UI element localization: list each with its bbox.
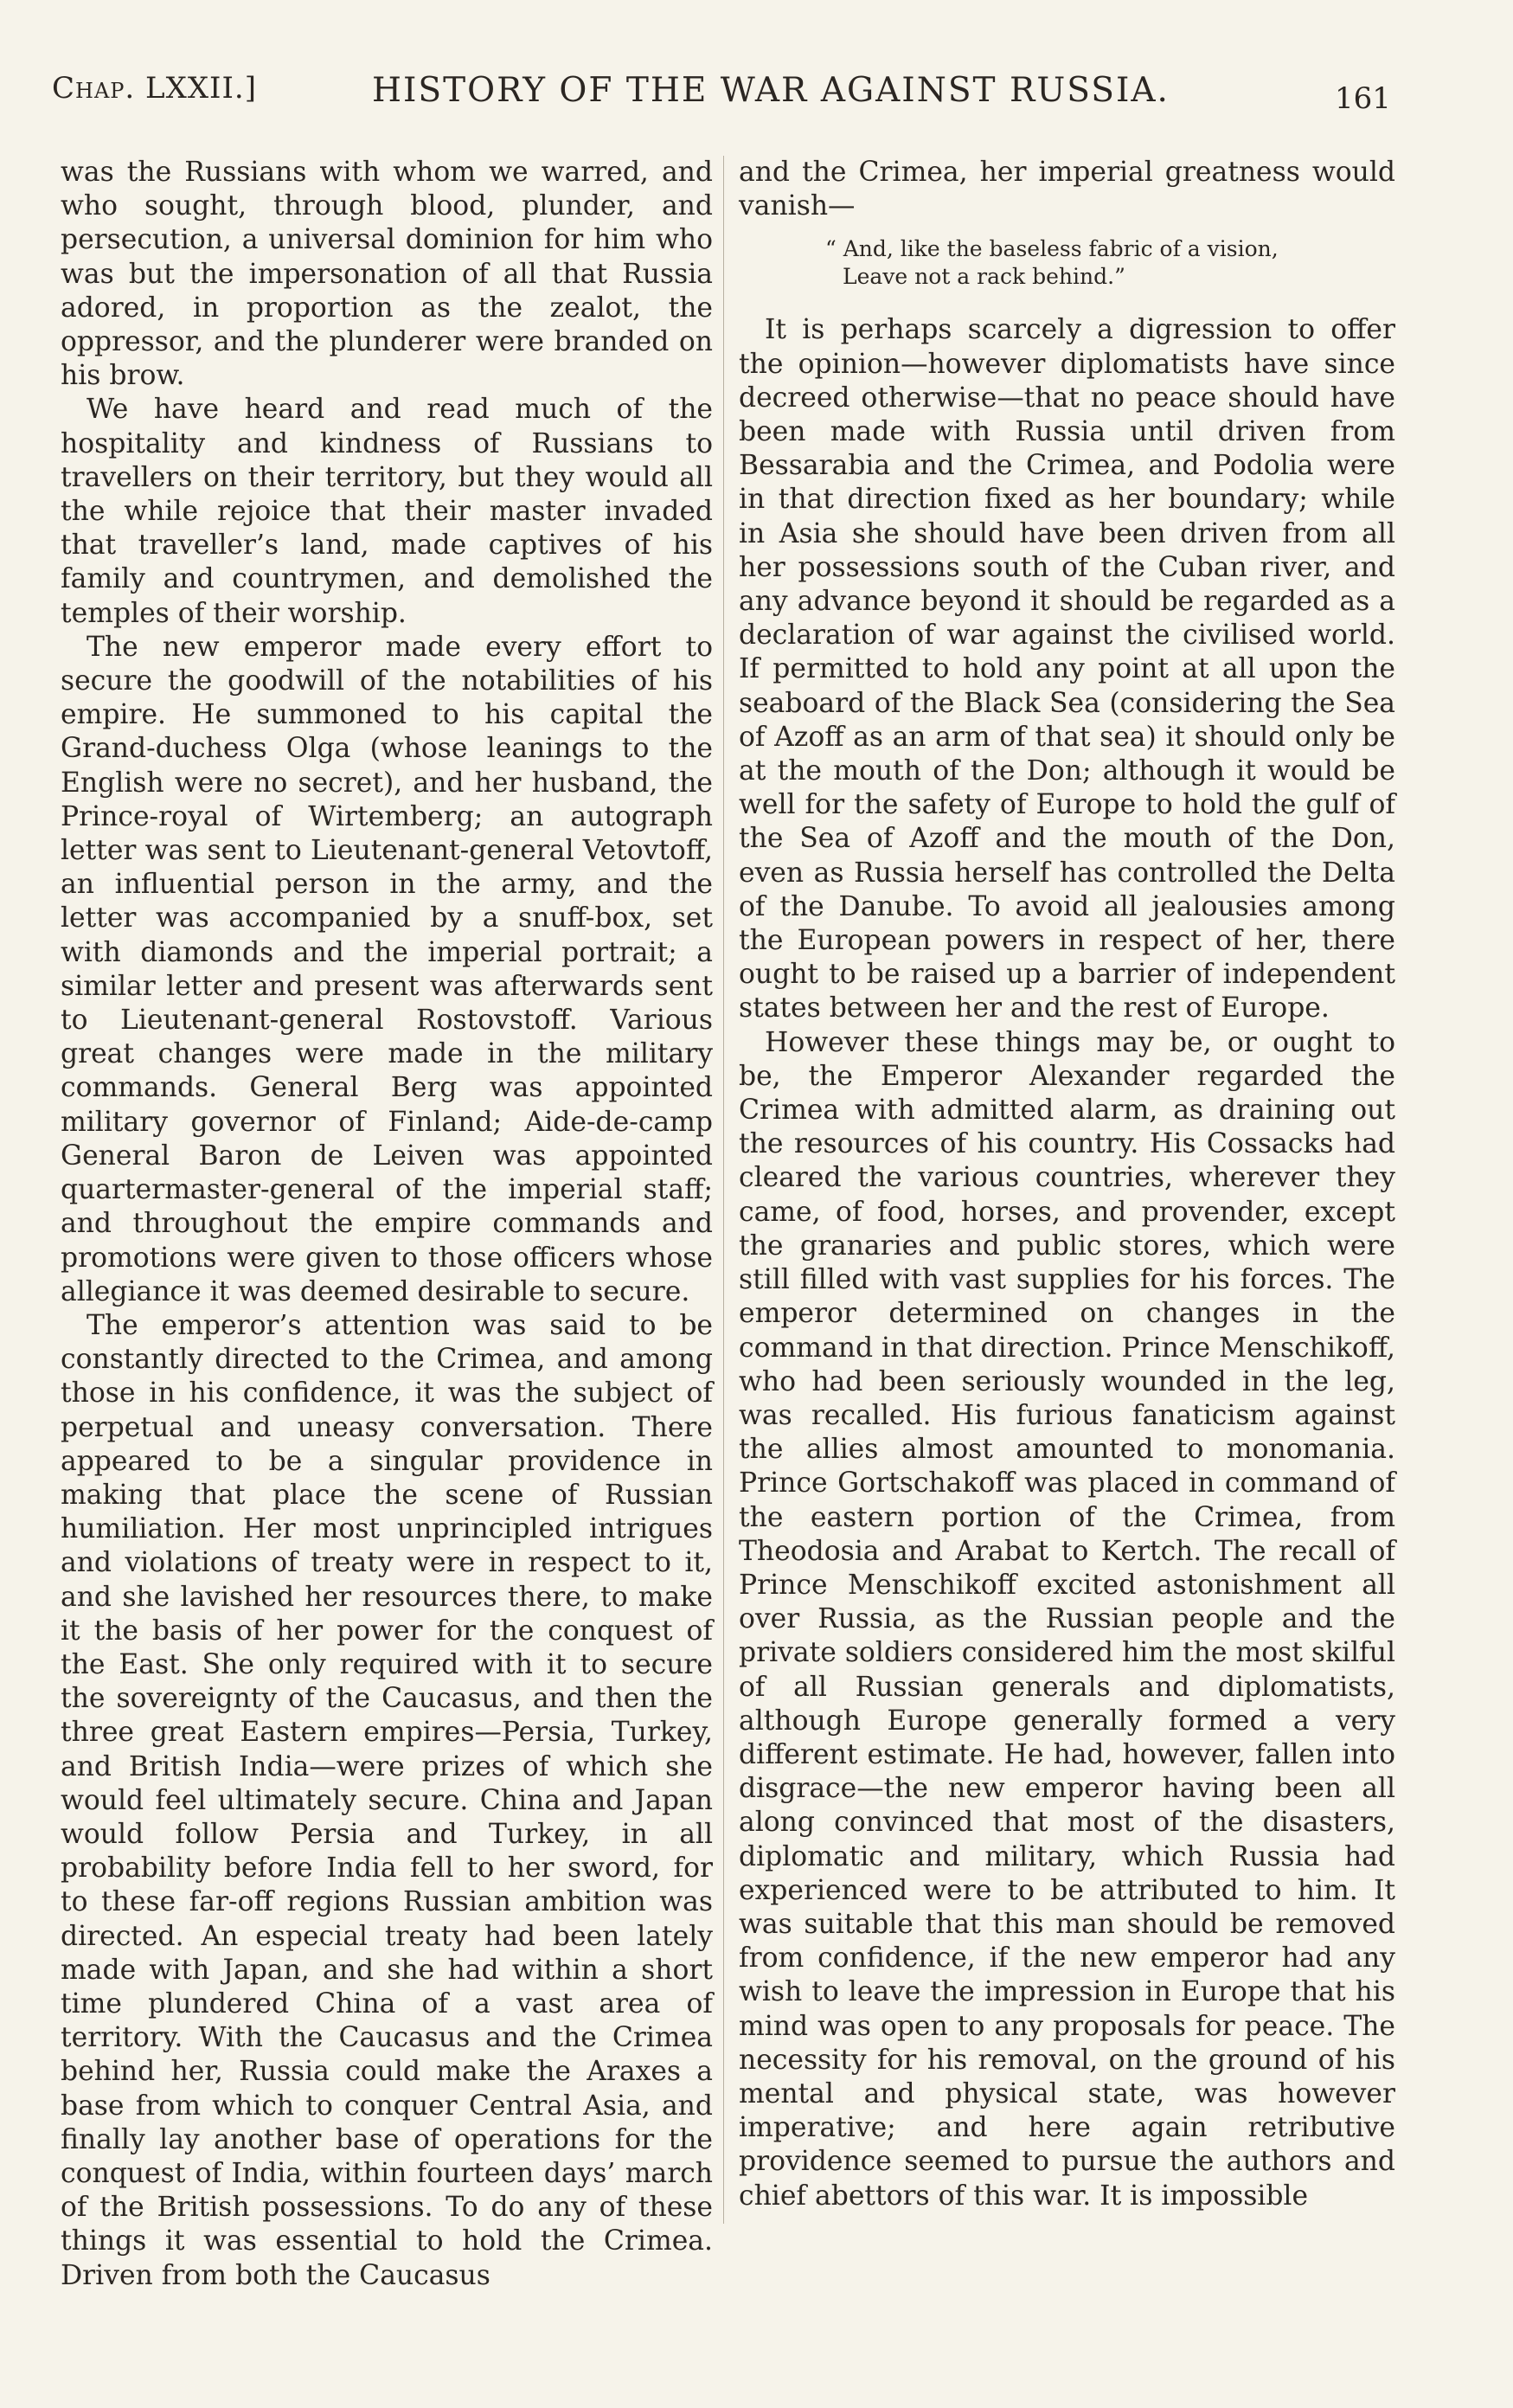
paragraph: We have heard and read much of the hospitality and kindness of Russians to travellers on their territory, but they would all the while rejoice that their master invaded that traveller’s land, made captives of his family and countrymen, and demolished the temples of their worship. [61,394,713,629]
running-title: HISTORY OF THE WAR AGAINST RUSSIA. [372,71,1170,110]
left-column [61,156,713,2293]
paragraph: and the Crimea, her imperial greatness would vanish— [739,157,1395,222]
paragraph: It is perhaps scarcely a digression to offer the opinion—however diplomatists have since decreed otherwise—that no peace should have been made with Russia until driven from Bessarabia and the Crimea, and Podolia were in that direction fixed as her boundary; while in Asia she should have been driven from all her possessions south of the Cuban river, and any advance beyond it should be regarded as a declaration of war against the civilised world. If permitted to hold any point at all upon the seaboard of the Black Sea (considering the Sea of Azoff as an arm of that sea) it should only be at the mouth of the Don; although it would be well for the safety of Europe to hold the gulf of the Sea of Azoff and the mouth of the Don, even as Russia herself has controlled the Delta of the Danube. To avoid all jealousies among the European powers in respect of her, there ought to be raised up a barrier of independent states between her and the rest of Europe. [739,314,1395,1024]
paragraph: The emperor’s attention was said to be constantly directed to the Crimea, and among those in his confidence, it was the subject of perpetual and uneasy conversation. There appeared to be a singular providence in making that place the scene of Russian humiliation. Her most unprincipled intrigues and violations of treaty were in respect to it, and she lavished her resources there, to make it the basis of her power for the conquest of the East. She only required with it to secure the sovereignty of the Caucasus, and then the three great Eastern empires—Persia, Turkey, and British India—were prizes of which she would feel ultimately secure. China and Japan would follow Persia and Turkey, in all probability before India fell to her sword, for to these far-off regions Russian ambition was directed. An especial treaty had been lately made with Japan, and she had within a short time plundered China of a vast area of territory. With the Caucasus and the Crimea behind her, Russia could make the Araxes a base from which to conquer Central Asia, and finally lay another base of operations for the conquest of India, within fourteen days’ march of the British possessions. To do any of these things it was essential to hold the Crimea. Driven from both the Caucasus [61,1309,713,2291]
page-number: 161 [1335,81,1391,116]
quote-line: “ And, like the baseless fabric of a vision, [825,236,1279,262]
verse-quotation [739,235,1395,291]
paragraph: However these things may be, or ought to be, the Emperor Alexander regarded the Crimea with admitted alarm, as draining out the resources of his country. His Cossacks had cleared the various countries, wherever they came, of food, horses, and provender, except the granaries and public stores, which were still filled with vast supplies for his forces. The emperor determined on changes in the command in that direction. Prince Menschikoff, who had been seriously wounded in the leg, was recalled. His furious fanaticism against the allies almost amounted to monomania. Prince Gortschakoff was placed in command of the eastern portion of the Crimea, from Theodosia and Arabat to Kertch. The recall of Prince Menschikoff excited astonishment all over Russia, as the Russian people and the private soldiers considered him the most skilful of all Russian generals and diplomatists, although Europe generally formed a very different estimate. He had, however, fallen into disgrace—the new emperor having been all along convinced that most of the disasters, diplomatic and military, which Russia had experienced were to be attributed to him. It was suitable that this man should be removed from confidence, if the new emperor had any wish to leave the impression in Europe that his mind was open to any proposals for peace. The necessity for his removal, on the ground of his mental and physical state, was however imperative; and here again retributive providence seemed to pursue the authors and chief abettors of this war. It is impossible [739,1026,1395,2212]
right-column [739,156,1395,2213]
running-header [52,71,1436,132]
paragraph: was the Russians with whom we warred, and who sought, through blood, plunder, and persecution, a universal dominion for him who was but the impersonation of all that Russia adored, in proportion as the zealot, the oppressor, and the plunderer were branded on his brow. [61,157,713,392]
column-divider [723,156,724,2224]
paragraph: The new emperor made every effort to secure the goodwill of the notabilities of his empire. He summoned to his capital the Grand-duchess Olga (whose leanings to the English were no secret), and her husband, the Prince-royal of Wirtemberg; an autograph letter was sent to Lieutenant-general Vetovtoff, an influential person in the army, and the letter was accompanied by a snuff-box, set with diamonds and the imperial portrait; a similar letter and present was afterwards sent to Lieutenant-general Rostovstoff. Various great changes were made in the military commands. General Berg was appointed military governor of Finland; Aide-de-camp General Baron de Leiven was appointed quartermaster-general of the imperial staff; and throughout the empire commands and promotions were given to those officers whose allegiance it was deemed desirable to secure. [61,631,713,1307]
chapter-label: Chap. LXXII.] [52,71,257,106]
quote-line: Leave not a rack behind.” [843,264,1125,290]
